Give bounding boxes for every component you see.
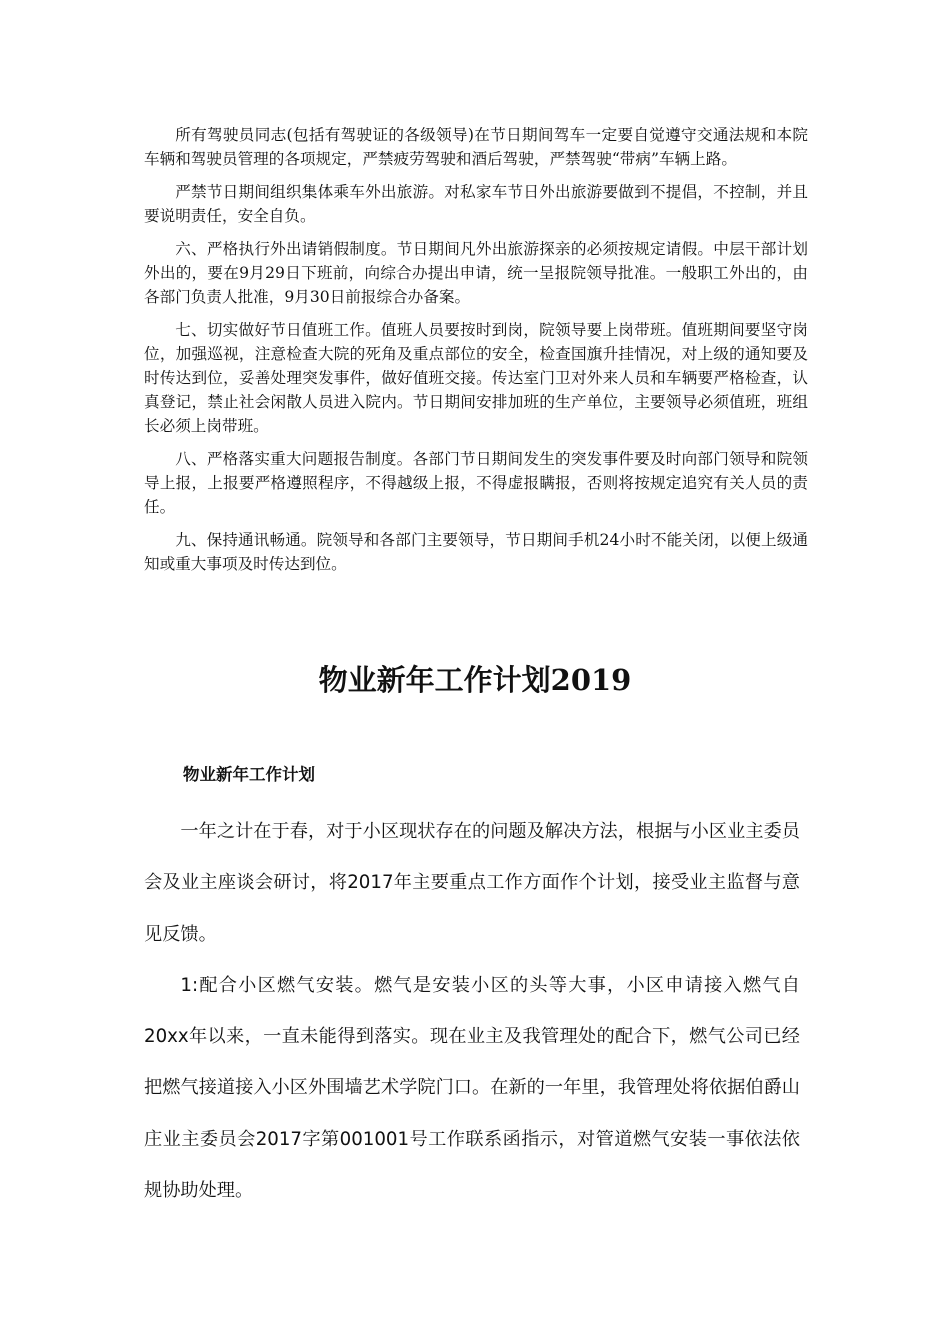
section-subheading: 物业新年工作计划 xyxy=(183,765,315,784)
work-plan-section xyxy=(144,806,800,1216)
paragraph-communication: 九、保持通讯畅通。院领导和各部门主要领导，节日期间手机24小时不能关闭，以便上级通知或重大事项及时传达到位。 xyxy=(144,531,808,573)
paragraph-gas-installation: 1:配合小区燃气安装。燃气是安装小区的头等大事，小区申请接入燃气自20xx年以来，一直未能得到落实。现在业主及我管理处的配合下，燃气公司已经把燃气接道接入小区外围墙艺术学院门口。在新的一年里，我管理处将依据伯爵山庄业主委员会2017字第001001号工作联系函指示，对管道燃气安装一事依法依规协助处理。 xyxy=(144,974,800,1202)
paragraph-intro: 一年之计在于春，对于小区现状存在的问题及解决方法，根据与小区业主委员会及业主座谈会研讨，将2017年主要重点工作方面作个计划，接受业主监督与意见反馈。 xyxy=(144,821,800,945)
holiday-rules-section xyxy=(144,123,808,585)
paragraph-reporting-system: 八、严格落实重大问题报告制度。各部门节日期间发生的突发事件要及时向部门领导和院领导上报，上报要严格遵照程序，不得越级上报，不得虚报瞒报，否则将按规定追究有关人员的责任。 xyxy=(144,450,808,516)
document-title: 物业新年工作计划2019 xyxy=(318,663,632,697)
paragraph-leave-system: 六、严格执行外出请销假制度。节日期间凡外出旅游探亲的必须按规定请假。中层干部计划外出的，要在9月29日下班前，向综合办提出申请，统一呈报院领导批准。一般职工外出的，由各部门负责人批准，9月30日前报综合办备案。 xyxy=(144,240,808,306)
paragraph-duty-work: 七、切实做好节日值班工作。值班人员要按时到岗，院领导要上岗带班。值班期间要坚守岗位，加强巡视，注意检查大院的死角及重点部位的安全，检查国旗升挂情况，对上级的通知要及时传达到位，妥善处理突发事件，做好值班交接。传达室门卫对外来人员和车辆要严格检查，认真登记，禁止社会闲散人员进入院内。节日期间安排加班的生产单位，主要领导必须值班，班组长必须上岗带班。 xyxy=(144,321,808,435)
paragraph-group-travel: 严禁节日期间组织集体乘车外出旅游。对私家车节日外出旅游要做到不提倡，不控制，并且要说明责任，安全自负。 xyxy=(144,183,808,225)
paragraph-driver-rules: 所有驾驶员同志(包括有驾驶证的各级领导)在节日期间驾车一定要自觉遵守交通法规和本院车辆和驾驶员管理的各项规定，严禁疲劳驾驶和酒后驾驶，严禁驾驶“带病”车辆上路。 xyxy=(144,126,808,168)
